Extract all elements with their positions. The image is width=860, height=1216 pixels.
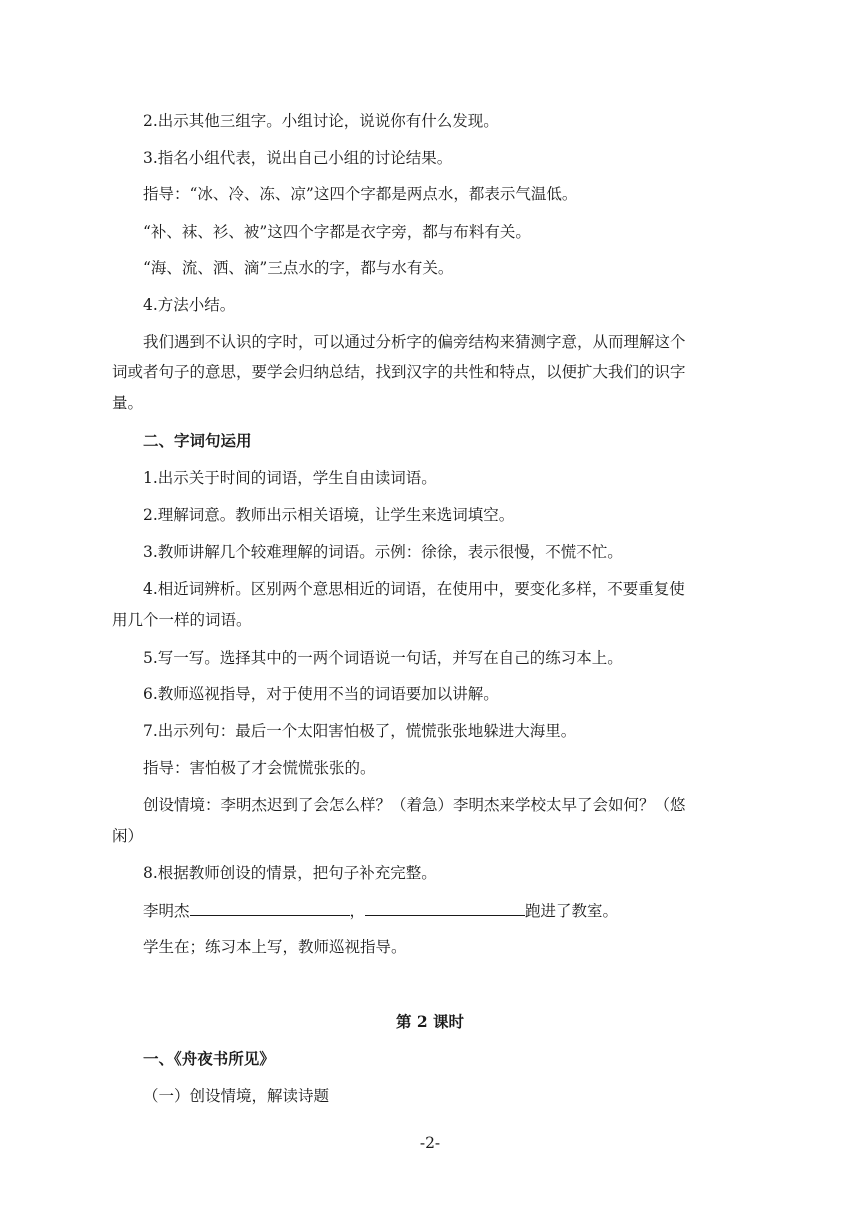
paragraph: 2.理解词意。教师出示相关语境，让学生来选词填空。 (143, 506, 515, 524)
paragraph: 词或者句子的意思，要学会归纳总结，找到汉字的共性和特点，以便扩大我们的识字 (112, 363, 686, 381)
paragraph: 4.相近词辨析。区别两个意思相近的词语，在使用中，要变化多样，不要重复使 (143, 580, 685, 598)
paragraph: 指导：“冰、冷、冻、凉”这四个字都是两点水，都表示气温低。 (143, 185, 578, 203)
paragraph: 2.出示其他三组字。小组讨论，说说你有什么发现。 (143, 112, 499, 130)
paragraph: （一）创设情境，解读诗题 (143, 1087, 330, 1105)
paragraph: 8.根据教师创设的情景，把句子补充完整。 (143, 864, 437, 882)
section-heading: 一、《舟夜书所见》 (143, 1049, 275, 1068)
fill-suffix: 跑进了教室。 (525, 902, 619, 920)
paragraph: 用几个一样的词语。 (112, 611, 252, 629)
paragraph: 闲） (112, 827, 144, 845)
blank-line (365, 900, 525, 916)
paragraph: 3.指名小组代表，说出自己小组的讨论结果。 (143, 149, 453, 167)
paragraph: 7.出示列句：最后一个太阳害怕极了，慌慌张张地躲进大海里。 (143, 722, 577, 740)
paragraph: 指导：害怕极了才会慌慌张张的。 (143, 759, 376, 777)
page-number: -2- (419, 1134, 441, 1152)
paragraph: 3.教师讲解几个较难理解的词语。示例：徐徐，表示很慢，不慌不忙。 (143, 543, 623, 561)
paragraph: 创设情境：李明杰迟到了会怎么样？（着急）李明杰来学校太早了会如何？（悠 (143, 796, 686, 814)
paragraph: “补、袜、衫、被”这四个字都是衣字旁，都与布料有关。 (143, 223, 531, 241)
paragraph: “海、流、洒、滴”三点水的字，都与水有关。 (143, 259, 454, 277)
section-heading: 二、字词句运用 (143, 431, 252, 450)
blank-line (190, 900, 350, 916)
paragraph: 量。 (112, 394, 144, 412)
lesson-title: 第 2 课时 (395, 1012, 465, 1031)
paragraph: 学生在；练习本上写，教师巡视指导。 (143, 938, 407, 956)
paragraph: 1.出示关于时间的词语，学生自由读词语。 (143, 469, 437, 487)
paragraph: 5.写一写。选择其中的一两个词语说一句话，并写在自己的练习本上。 (143, 649, 623, 667)
fill-prefix: 李明杰 (143, 902, 190, 920)
fill-separator: ， (349, 902, 366, 920)
paragraph: 我们遇到不认识的字时，可以通过分析字的偏旁结构来猜测字意，从而理解这个 (143, 333, 686, 351)
fill-in-sentence (143, 900, 618, 921)
paragraph: 4.方法小结。 (143, 296, 236, 314)
paragraph: 6.教师巡视指导，对于使用不当的词语要加以讲解。 (143, 685, 499, 703)
